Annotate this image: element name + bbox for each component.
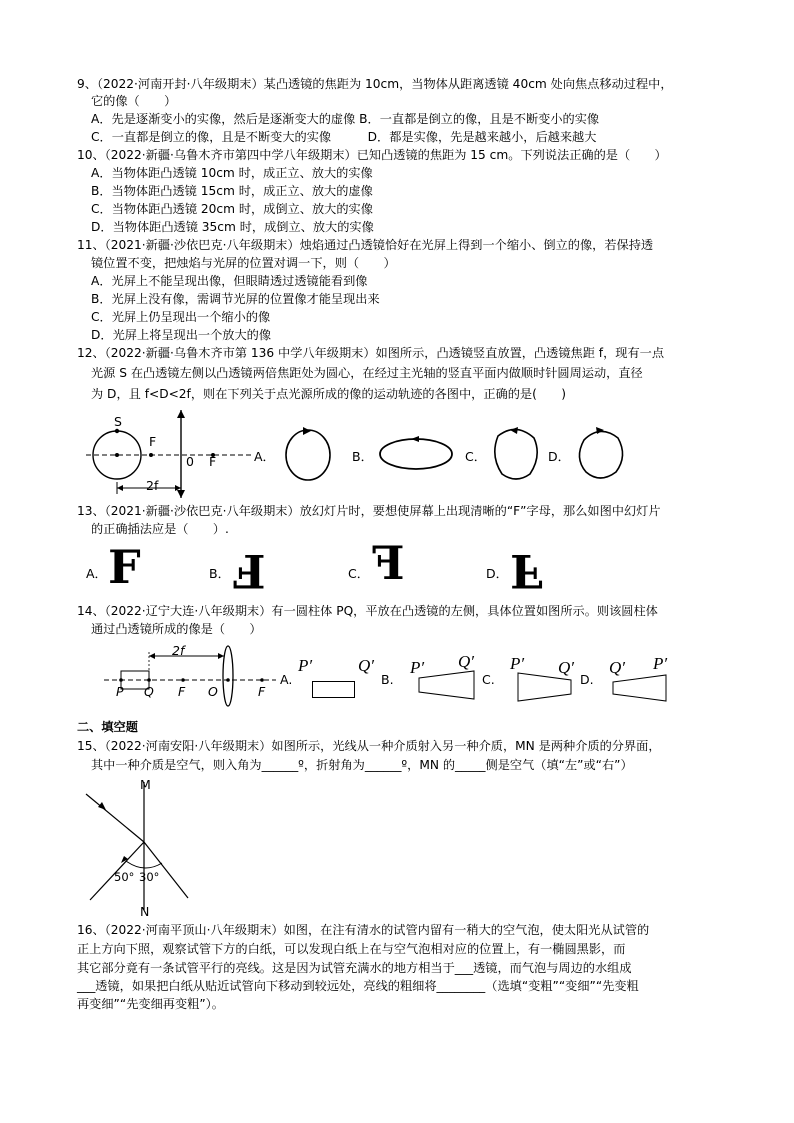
q12-option-a: A．	[254, 449, 276, 464]
q14-option-d: D.	[580, 672, 594, 687]
q13-slide-b: F	[233, 544, 266, 598]
section-fill-in-heading: 二、填空题	[77, 720, 138, 734]
q12-option-c: C．	[465, 449, 487, 464]
q14-d-label-p: P′	[653, 654, 668, 673]
q12-trajectory-c	[490, 426, 542, 484]
q15-refraction-diagram	[84, 778, 214, 918]
q14-d-label-q: Q′	[609, 658, 625, 677]
q14-c-label-q: Q′	[558, 658, 574, 677]
q9-options-cd: C．一直都是倒立的像，且是不断变大的实像 D．都是实像，先是越来越小，后越来越大	[91, 130, 597, 144]
q16-stem-line3: 其它部分竟有一条试管平行的亮线。这是因为试管充满水的地方相当于___透镜，而气泡与周边的水组成	[77, 961, 632, 975]
q14-c-label-p: P′	[510, 654, 525, 673]
q12-trajectory-d	[574, 426, 628, 484]
q16-stem-line5: 再变细”“先变细再变粗”）。	[77, 997, 224, 1011]
q11-option-a: A．光屏上不能呈现出像，但眼睛透过透镜能看到像	[91, 274, 368, 288]
q11-stem-line1: 11、（2021·新疆·沙依巴克·八年级期末）烛焰通过凸透镜恰好在光屏上得到一个缩小、倒立的像，若保持透	[77, 238, 654, 252]
q15-label-m: M	[140, 777, 151, 792]
q15-angle-30: 30°	[139, 870, 160, 884]
q12-stem-line1: 12、（2022·新疆·乌鲁木齐市第 136 中学八年级期末）如图所示，凸透镜竖直放置，凸透镜焦距 f，现有一点	[77, 346, 665, 360]
q14-option-b: B.	[381, 672, 394, 687]
q10-option-c: C．当物体距凸透镜 20cm 时，成倒立、放大的实像	[91, 202, 373, 216]
q16-stem-line2: 正上方向下照，观察试管下方的白纸，可以发现白纸上在与空气泡相对应的位置上，有一椭圆黑影，而	[77, 942, 626, 956]
q12-lens-diagram	[86, 410, 256, 500]
q12-stem-line3: 为 D，且 f<D<2f，则在下列关于点光源所成的像的运动轨迹的各图中，正确的是( )	[91, 387, 566, 401]
q10-stem: 10、（2022·新疆·乌鲁木齐市第四中学八年级期末）已知凸透镜的焦距为 15 cm。下列说法正确的是（ ）	[77, 148, 667, 162]
q14-option-c: C.	[482, 672, 495, 687]
q13-slide-c: F	[372, 536, 405, 590]
q13-slide-a: F	[108, 540, 141, 594]
q12-label-f-right: F	[209, 454, 217, 469]
q14-a-label-q: Q′	[358, 656, 374, 675]
q14-lens-diagram	[104, 642, 280, 704]
q14-option-a: A.	[280, 672, 293, 687]
q14-image-c	[517, 672, 573, 702]
q13-stem-line1: 13、（2021·新疆·沙依巴克·八年级期末）放幻灯片时，要想使屏幕上出现清晰的“F”字母，那么如图中幻灯片	[77, 504, 661, 518]
q13-option-b: B．	[209, 566, 231, 581]
q16-stem-line1: 16、（2022·河南平顶山·八年级期末）如图，在注有清水的试管内留有一稍大的空气泡，使太阳光从试管的	[77, 923, 650, 937]
q15-label-n: N	[140, 904, 150, 919]
q14-a-label-p: P′	[298, 656, 313, 675]
q14-label-f-left: F	[178, 684, 186, 699]
q12-label-2f: 2f	[146, 478, 159, 493]
q14-b-label-p: P′	[410, 658, 425, 677]
q12-trajectory-b	[376, 436, 456, 472]
q10-option-b: B．当物体距凸透镜 15cm 时，成正立、放大的虚像	[91, 184, 373, 198]
q13-option-c: C．	[348, 566, 370, 581]
q15-angle-50: 50°	[114, 870, 135, 884]
q13-option-d: D．	[486, 566, 509, 581]
q14-label-o: O	[208, 684, 218, 699]
q9-options-ab: A．先是逐渐变小的实像，然后是逐渐变大的虚像 B．一直都是倒立的像，且是不断变小的实像	[91, 112, 600, 126]
q11-option-b: B．光屏上没有像，需调节光屏的位置像才能呈现出来	[91, 292, 380, 306]
q14-image-a	[312, 681, 356, 699]
q12-option-b: B．	[352, 449, 374, 464]
q12-label-o: 0	[186, 454, 194, 469]
q14-stem-line2: 通过凸透镜所成的像是（ ）	[91, 622, 262, 636]
q11-stem-line2: 镜位置不变，把烛焰与光屏的位置对调一下，则（ ）	[91, 256, 396, 270]
q12-label-f-left: F	[149, 434, 157, 449]
q10-option-d: D．当物体距凸透镜 35cm 时，成倒立、放大的实像	[91, 220, 374, 234]
q14-b-label-q: Q′	[458, 652, 474, 671]
q14-image-b	[418, 670, 476, 700]
q15-stem-line2: 其中一种介质是空气，则入角为______º，折射角为______º，MN 的_____侧是空气（填“左”或“右”）	[91, 758, 633, 772]
q15-stem-line1: 15、（2022·河南安阳·八年级期末）如图所示，光线从一种介质射入另一种介质，MN 是两种介质的分界面，	[77, 739, 661, 753]
q14-label-q: Q	[144, 684, 154, 699]
q13-option-a: A．	[86, 566, 108, 581]
q14-label-f-right: F	[258, 684, 266, 699]
q9-stem-line1: 9、（2022·河南开封·八年级期末）某凸透镜的焦距为 10cm，当物体从距离透镜 40cm 处向焦点移动过程中，	[77, 77, 673, 91]
q12-stem-line2: 光源 S 在凸透镜左侧以凸透镜两倍焦距处为圆心，在经过主光轴的竖直平面内做顺时针圆周运动，直径	[91, 366, 643, 380]
q10-option-a: A．当物体距凸透镜 10cm 时，成正立、放大的实像	[91, 166, 373, 180]
q11-option-d: D．光屏上将呈现出一个放大的像	[91, 328, 272, 342]
q14-label-p: P	[116, 684, 124, 699]
q12-trajectory-a	[283, 427, 333, 483]
q14-stem-line1: 14、（2022·辽宁大连·八年级期末）有一圆柱体 PQ，平放在凸透镜的左侧，具体位置如图所示。则该圆柱体	[77, 604, 658, 618]
q11-option-c: C．光屏上仍呈现出一个缩小的像	[91, 310, 271, 324]
q12-option-d: D．	[548, 449, 571, 464]
q13-slide-d: F	[510, 544, 543, 598]
q14-image-d	[612, 674, 668, 702]
q14-label-2f: 2f	[172, 643, 185, 658]
q12-label-s: S	[114, 414, 122, 429]
q9-stem-line2: 它的像（ ）	[91, 94, 177, 108]
q16-stem-line4: ___透镜，如果把白纸从贴近试管向下移动到较远处，亮线的粗细将________（选填“变粗”“变细”“先变粗	[77, 979, 639, 993]
q13-stem-line2: 的正确插法应是（ ）.	[91, 522, 229, 536]
